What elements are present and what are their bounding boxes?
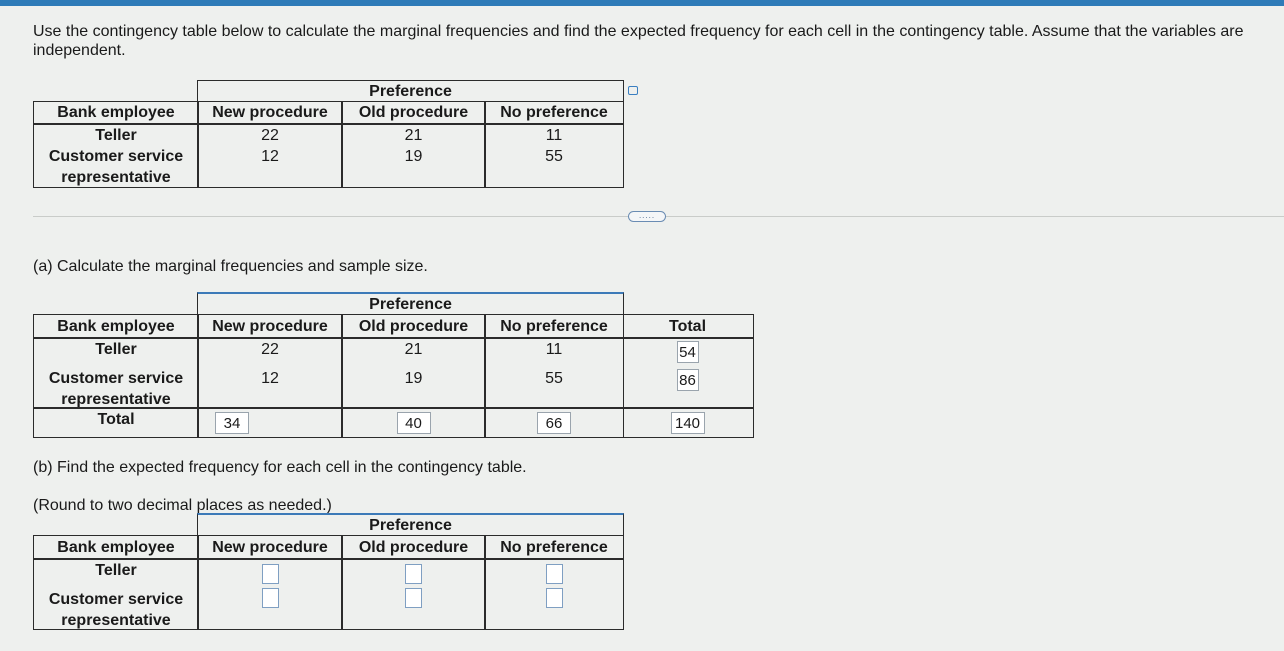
table-cell: 19 [404,370,423,387]
more-button[interactable]: ..... [628,211,666,222]
table-cell: 22 [261,127,279,144]
expected-no-preference [484,558,624,630]
new-procedure-values [197,123,343,188]
csr-label-line1: Customer service [48,148,184,165]
grand-total [622,407,754,438]
row-labels [33,123,199,188]
table-cell: 22 [261,341,279,358]
no-preference-values [484,123,624,188]
teller-label: Teller [95,562,137,579]
grand-total-input[interactable]: 140 [671,412,705,434]
table-cell: 21 [404,127,423,144]
csr-label-line1: Customer service [48,591,184,608]
csr-label-line2: representative [61,169,171,186]
col-no-preference: No preference [484,101,624,125]
top-accent-bar [0,0,1284,6]
part-b-label: (b) Find the expected frequency for each cell in the contingency table. [33,459,527,476]
table-cell: 21 [404,341,423,358]
expected-teller-old-input[interactable] [405,564,422,584]
preference-header: Preference [197,513,624,537]
teller-label: Teller [95,127,137,144]
table-cell: 55 [545,370,563,387]
bank-employee-header: Bank employee [33,101,199,125]
csr-label-line2: representative [61,612,171,629]
csr-label-line1: Customer service [48,370,184,387]
preference-header: Preference [197,80,624,103]
table-cell: 19 [404,148,423,165]
expected-csr-new-input[interactable] [262,588,279,608]
total-header: Total [622,314,754,339]
bank-employee-header: Bank employee [33,314,199,339]
col-total-no-pref-input[interactable]: 66 [537,412,571,434]
col-new-procedure: New procedure [197,101,343,125]
col-new-procedure: New procedure [197,535,343,560]
rounding-note: (Round to two decimal places as needed.) [33,497,332,514]
table-cell: 12 [261,148,279,165]
col-total-no-pref [484,407,624,438]
part-a-label: (a) Calculate the marginal frequencies and sample size. [33,258,428,275]
new-procedure-values [197,337,343,409]
col-total-old-input[interactable]: 40 [397,412,431,434]
expected-csr-nopref-input[interactable] [546,588,563,608]
no-preference-values [484,337,624,409]
expected-csr-old-input[interactable] [405,588,422,608]
col-old-procedure: Old procedure [341,101,486,125]
expected-new-procedure [197,558,343,630]
row-labels [33,558,199,630]
preference-header: Preference [197,292,624,316]
total-row-label: Total [33,407,199,438]
col-total-new-input[interactable]: 34 [215,412,249,434]
col-old-procedure: Old procedure [341,314,486,339]
expected-teller-nopref-input[interactable] [546,564,563,584]
table-cell: 11 [545,341,563,358]
help-icon[interactable] [628,86,638,95]
row-total-teller-input[interactable]: 54 [677,341,699,363]
col-total-old [341,407,486,438]
question-prompt: Use the contingency table below to calculate the marginal frequencies and find the expected frequency for each cell in the contingency table. Assume that the variables are independent. [33,23,1244,59]
old-procedure-values [341,123,486,188]
col-no-preference: No preference [484,314,624,339]
expected-old-procedure [341,558,486,630]
teller-label: Teller [95,341,137,358]
bank-employee-header: Bank employee [33,535,199,560]
row-labels [33,337,199,409]
csr-label-line2: representative [61,391,171,408]
table-cell: 11 [545,127,563,144]
old-procedure-values [341,337,486,409]
row-totals [622,337,754,409]
col-old-procedure: Old procedure [341,535,486,560]
col-new-procedure: New procedure [197,314,343,339]
expected-teller-new-input[interactable] [262,564,279,584]
row-total-csr-input[interactable]: 86 [677,369,699,391]
col-total-new [197,407,343,438]
col-no-preference: No preference [484,535,624,560]
table-cell: 12 [261,370,279,387]
table-cell: 55 [545,148,563,165]
